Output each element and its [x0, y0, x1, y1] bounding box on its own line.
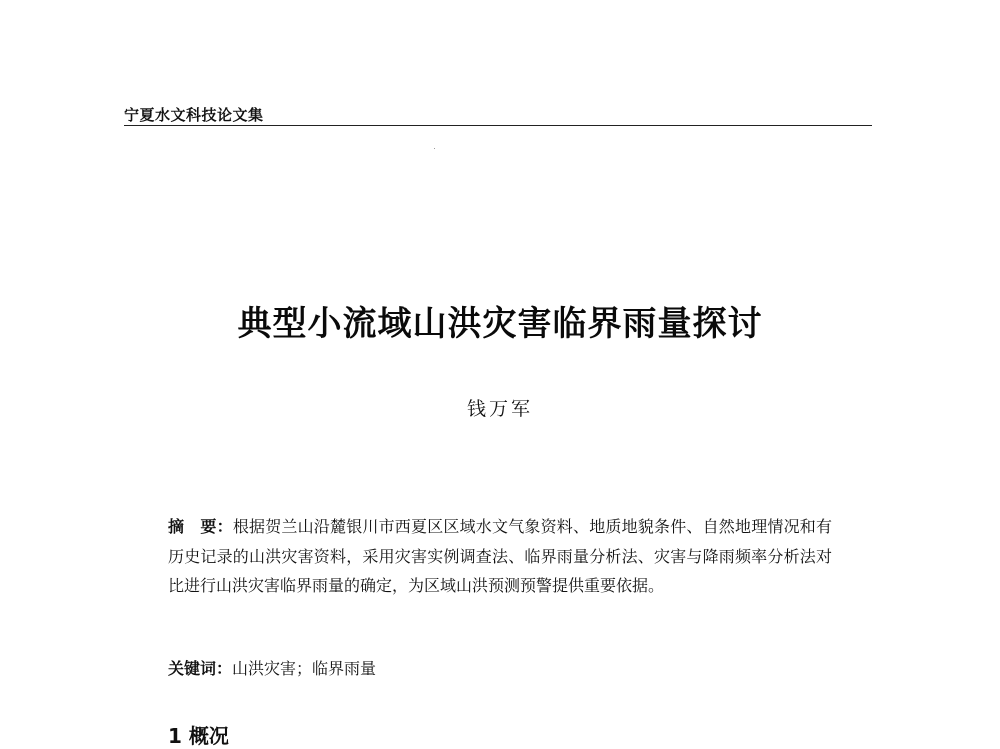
scan-speck	[434, 148, 435, 149]
author-name: 钱万军	[466, 398, 533, 420]
abstract-block	[168, 512, 832, 601]
section-heading: 1 概况	[168, 724, 229, 748]
running-header: 宁夏水文科技论文集	[124, 106, 264, 124]
abstract-text: 根据贺兰山沿麓银川市西夏区区域水文气象资料、地质地貌条件、自然地理情况和有历史记录的山洪灾害资料，采用灾害实例调查法、临界雨量分析法、灾害与降雨频率分析法对比进行山洪灾害临界雨量的确定，为区域山洪预测预警提供重要依据。	[168, 517, 832, 595]
paper-title: 典型小流域山洪灾害临界雨量探讨	[237, 304, 763, 344]
keywords-line	[168, 656, 376, 679]
header-rule	[124, 125, 872, 126]
keywords-label: 关键词：	[168, 659, 233, 678]
abstract-label: 摘 要：	[168, 517, 233, 536]
keywords-text: 山洪灾害；临界雨量	[232, 659, 377, 678]
